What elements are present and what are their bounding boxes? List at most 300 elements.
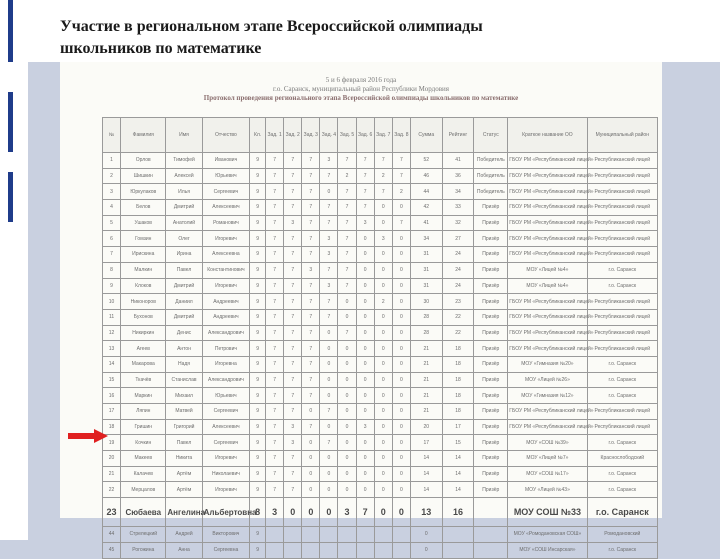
total-score-cell: 31	[410, 278, 442, 294]
total-score-cell: 46	[410, 168, 442, 184]
status-cell: Призёр	[474, 466, 508, 482]
rating-cell: 24	[442, 247, 474, 263]
status-cell: Призёр	[474, 294, 508, 310]
document-place: г.о. Саранск, муниципальный район Республики Мордовия	[273, 85, 449, 93]
row-number-cell: 17	[103, 404, 121, 420]
total-score-cell: 14	[410, 451, 442, 467]
total-score-cell: 21	[410, 388, 442, 404]
task-score-cell: 3	[284, 435, 302, 451]
grade-cell: 9	[250, 184, 266, 200]
task-score-cell: 7	[266, 200, 284, 216]
task-score-cell: 7	[338, 325, 356, 341]
first-name-cell: Анна	[166, 542, 202, 558]
grade-cell: 9	[250, 231, 266, 247]
task-score-cell: 2	[374, 294, 392, 310]
task-score-cell: 0	[392, 404, 410, 420]
task-score-cell: 0	[302, 498, 320, 527]
district-cell: Республиканский лицей	[587, 309, 657, 325]
task-score-cell: 0	[392, 294, 410, 310]
task-score-cell: 0	[356, 482, 374, 498]
task-score-cell: 7	[284, 231, 302, 247]
total-score-cell: 31	[410, 262, 442, 278]
task-score-cell: 0	[302, 435, 320, 451]
grade-cell: 9	[250, 419, 266, 435]
first-name-cell: Павел	[166, 262, 202, 278]
task-score-cell: 0	[302, 482, 320, 498]
task-score-cell: 7	[356, 498, 374, 527]
table-row	[103, 325, 658, 341]
middle-name-cell: Викторович	[202, 527, 250, 543]
task-score-cell: 0	[320, 388, 338, 404]
grade-cell: 9	[250, 482, 266, 498]
task-score-cell: 7	[338, 215, 356, 231]
task-score-cell: 0	[356, 278, 374, 294]
school-cell: МОУ «СОШ №17»	[508, 466, 587, 482]
first-name-cell: Ирина	[166, 247, 202, 263]
middle-name-cell: Игоревич	[202, 278, 250, 294]
task-score-cell: 7	[284, 356, 302, 372]
task-score-cell: 0	[338, 356, 356, 372]
total-score-cell: 42	[410, 200, 442, 216]
task-score-cell	[320, 527, 338, 543]
table-row	[103, 294, 658, 310]
table-row	[103, 247, 658, 263]
task-score-cell	[284, 542, 302, 558]
school-cell: ГБОУ РМ «Республиканский лицей»	[508, 215, 587, 231]
rating-cell: 36	[442, 168, 474, 184]
task-score-cell: 0	[374, 404, 392, 420]
task-score-cell: 3	[302, 262, 320, 278]
row-number-cell: 21	[103, 466, 121, 482]
task-score-cell: 7	[338, 278, 356, 294]
last-name-cell: Белов	[121, 200, 166, 216]
task-score-cell: 3	[320, 153, 338, 169]
school-cell: ГБОУ РМ «Республиканский лицей»	[508, 184, 587, 200]
first-name-cell: Григорий	[166, 419, 202, 435]
column-header: Муниципальный район	[587, 118, 657, 153]
row-number-cell: 15	[103, 372, 121, 388]
task-score-cell: 0	[320, 184, 338, 200]
middle-name-cell: Иванович	[202, 153, 250, 169]
school-cell: МОУ «Лицей №26»	[508, 372, 587, 388]
table-row	[103, 466, 658, 482]
total-score-cell: 0	[410, 542, 442, 558]
district-cell: г.о. Саранск	[587, 498, 657, 527]
task-score-cell: 7	[302, 356, 320, 372]
task-score-cell: 3	[320, 231, 338, 247]
table-row	[103, 309, 658, 325]
table-row	[103, 404, 658, 420]
status-cell: Призёр	[474, 388, 508, 404]
task-score-cell: 7	[284, 388, 302, 404]
status-cell: Победитель	[474, 153, 508, 169]
total-score-cell: 34	[410, 231, 442, 247]
total-score-cell: 0	[410, 527, 442, 543]
row-number-cell: 9	[103, 278, 121, 294]
school-cell: ГБОУ РМ «Республиканский лицей»	[508, 200, 587, 216]
district-cell: Республиканский лицей	[587, 419, 657, 435]
district-cell: г.о. Саранск	[587, 388, 657, 404]
task-score-cell: 0	[392, 231, 410, 247]
column-header: Зад. 6	[356, 118, 374, 153]
column-header: Зад. 5	[338, 118, 356, 153]
total-score-cell: 28	[410, 325, 442, 341]
status-cell: Призёр	[474, 482, 508, 498]
task-score-cell: 7	[392, 215, 410, 231]
status-cell	[474, 498, 508, 527]
last-name-cell: Мерцалов	[121, 482, 166, 498]
first-name-cell: Ангелина	[166, 498, 202, 527]
task-score-cell: 7	[284, 482, 302, 498]
task-score-cell: 7	[284, 200, 302, 216]
status-cell: Победитель	[474, 168, 508, 184]
column-header: Зад. 1	[266, 118, 284, 153]
status-cell: Призёр	[474, 372, 508, 388]
district-cell: Республиканский лицей	[587, 200, 657, 216]
rating-cell: 34	[442, 184, 474, 200]
district-cell: Республиканский лицей	[587, 341, 657, 357]
grade-cell: 9	[250, 451, 266, 467]
school-cell: ГБОУ РМ «Республиканский лицей»	[508, 404, 587, 420]
column-header: Зад. 2	[284, 118, 302, 153]
task-score-cell: 0	[374, 278, 392, 294]
first-name-cell: Никита	[166, 451, 202, 467]
task-score-cell: 0	[374, 215, 392, 231]
last-name-cell: Гришин	[121, 419, 166, 435]
task-score-cell: 7	[356, 184, 374, 200]
school-cell: ГБОУ РМ «Республиканский лицей»	[508, 309, 587, 325]
task-score-cell: 7	[320, 309, 338, 325]
district-cell: Краснослободский	[587, 451, 657, 467]
grade-cell: 9	[250, 168, 266, 184]
total-score-cell: 14	[410, 482, 442, 498]
task-score-cell	[338, 542, 356, 558]
district-cell: г.о. Саранск	[587, 356, 657, 372]
status-cell: Призёр	[474, 278, 508, 294]
scanned-document	[60, 62, 662, 554]
row-number-cell: 10	[103, 294, 121, 310]
rating-cell	[442, 527, 474, 543]
task-score-cell: 0	[338, 435, 356, 451]
task-score-cell: 0	[320, 372, 338, 388]
task-score-cell: 0	[356, 372, 374, 388]
district-cell: Республиканский лицей	[587, 231, 657, 247]
last-name-cell: Бухонов	[121, 309, 166, 325]
first-name-cell: Матвей	[166, 404, 202, 420]
task-score-cell: 7	[392, 153, 410, 169]
slide-title	[60, 16, 483, 60]
task-score-cell: 0	[320, 466, 338, 482]
task-score-cell: 0	[356, 309, 374, 325]
task-score-cell	[284, 527, 302, 543]
status-cell: Призёр	[474, 419, 508, 435]
table-row	[103, 419, 658, 435]
rating-cell: 23	[442, 294, 474, 310]
task-score-cell: 7	[284, 341, 302, 357]
task-score-cell: 0	[320, 451, 338, 467]
table-row-highlighted	[103, 498, 658, 527]
first-name-cell: Надя	[166, 356, 202, 372]
task-score-cell: 0	[356, 451, 374, 467]
task-score-cell	[374, 542, 392, 558]
task-score-cell: 7	[374, 153, 392, 169]
row-number-cell: 22	[103, 482, 121, 498]
row-number-cell: 5	[103, 215, 121, 231]
grade-cell: 9	[250, 435, 266, 451]
column-header: Краткое название ОО	[508, 118, 587, 153]
table-row	[103, 451, 658, 467]
task-score-cell: 0	[338, 419, 356, 435]
middle-name-cell: Александрович	[202, 372, 250, 388]
column-header: Зад. 7	[374, 118, 392, 153]
middle-name-cell: Петрович	[202, 341, 250, 357]
slide-title-line2: школьников по математике	[60, 40, 262, 57]
task-score-cell: 7	[284, 309, 302, 325]
task-score-cell: 7	[356, 153, 374, 169]
grade-cell: 9	[250, 466, 266, 482]
task-score-cell: 0	[392, 466, 410, 482]
task-score-cell: 7	[266, 215, 284, 231]
grade-cell: 9	[250, 200, 266, 216]
row-number-cell: 16	[103, 388, 121, 404]
task-score-cell: 7	[338, 231, 356, 247]
last-name-cell: Гомзин	[121, 231, 166, 247]
task-score-cell: 7	[266, 404, 284, 420]
task-score-cell: 7	[338, 184, 356, 200]
status-cell: Призёр	[474, 341, 508, 357]
last-name-cell: Никоноров	[121, 294, 166, 310]
total-score-cell: 30	[410, 294, 442, 310]
row-number-cell: 1	[103, 153, 121, 169]
task-score-cell: 7	[266, 168, 284, 184]
last-name-cell: Агеев	[121, 341, 166, 357]
first-name-cell: Дмитрий	[166, 278, 202, 294]
row-number-cell: 4	[103, 200, 121, 216]
task-score-cell: 0	[374, 435, 392, 451]
task-score-cell: 7	[284, 404, 302, 420]
task-score-cell: 7	[302, 372, 320, 388]
rating-cell: 14	[442, 466, 474, 482]
task-score-cell	[392, 542, 410, 558]
task-score-cell: 7	[356, 168, 374, 184]
school-cell: МОУ СОШ №33	[508, 498, 587, 527]
school-cell: МОУ «Лицей №4»	[508, 262, 587, 278]
task-score-cell: 7	[266, 231, 284, 247]
last-name-cell: Калачев	[121, 466, 166, 482]
task-score-cell: 0	[392, 419, 410, 435]
grade-cell: 9	[250, 294, 266, 310]
task-score-cell: 0	[374, 309, 392, 325]
task-score-cell: 0	[374, 262, 392, 278]
task-score-cell: 7	[392, 168, 410, 184]
first-name-cell: Даниил	[166, 294, 202, 310]
school-cell: МОУ «Лицей №4»	[508, 278, 587, 294]
rating-cell	[442, 542, 474, 558]
first-name-cell: Денис	[166, 325, 202, 341]
task-score-cell: 2	[338, 168, 356, 184]
rating-cell: 27	[442, 231, 474, 247]
document-date: 5 и 6 февраля 2016 года	[325, 76, 397, 84]
table-row	[103, 231, 658, 247]
row-number-cell: 20	[103, 451, 121, 467]
task-score-cell: 0	[356, 325, 374, 341]
row-number-cell: 44	[103, 527, 121, 543]
total-score-cell: 21	[410, 404, 442, 420]
grade-cell: 9	[250, 325, 266, 341]
task-score-cell: 7	[266, 388, 284, 404]
school-cell: МОУ «Гимназия №12»	[508, 388, 587, 404]
task-score-cell: 3	[284, 419, 302, 435]
task-score-cell	[374, 527, 392, 543]
district-cell: г.о. Саранск	[587, 542, 657, 558]
status-cell: Призёр	[474, 404, 508, 420]
table-row	[103, 278, 658, 294]
school-cell: ГБОУ РМ «Республиканский лицей»	[508, 231, 587, 247]
task-score-cell: 3	[374, 231, 392, 247]
rating-cell: 18	[442, 372, 474, 388]
middle-name-cell: Андреевич	[202, 309, 250, 325]
grade-cell: 9	[250, 527, 266, 543]
status-cell: Призёр	[474, 231, 508, 247]
total-score-cell: 44	[410, 184, 442, 200]
middle-name-cell: Альбертовна	[202, 498, 250, 527]
middle-name-cell: Юрьевич	[202, 388, 250, 404]
task-score-cell: 7	[266, 184, 284, 200]
task-score-cell: 7	[338, 153, 356, 169]
table-row	[103, 372, 658, 388]
task-score-cell: 3	[284, 215, 302, 231]
rating-cell: 15	[442, 435, 474, 451]
table-body	[103, 153, 658, 559]
task-score-cell: 0	[374, 388, 392, 404]
task-score-cell: 7	[320, 435, 338, 451]
first-name-cell: Анатолий	[166, 215, 202, 231]
last-name-cell: Макеев	[121, 451, 166, 467]
status-cell: Призёр	[474, 309, 508, 325]
grade-cell: 9	[250, 215, 266, 231]
task-score-cell: 7	[266, 435, 284, 451]
district-cell: Республиканский лицей	[587, 325, 657, 341]
task-score-cell: 3	[266, 498, 284, 527]
task-score-cell: 7	[284, 372, 302, 388]
task-score-cell	[320, 542, 338, 558]
district-cell: Республиканский лицей	[587, 184, 657, 200]
grade-cell: 9	[250, 309, 266, 325]
row-number-cell: 6	[103, 231, 121, 247]
task-score-cell: 7	[266, 309, 284, 325]
task-score-cell: 7	[338, 200, 356, 216]
task-score-cell: 0	[302, 404, 320, 420]
row-number-cell: 12	[103, 325, 121, 341]
total-score-cell: 20	[410, 419, 442, 435]
rating-cell: 14	[442, 451, 474, 467]
school-cell: ГБОУ РМ «Республиканский лицей»	[508, 325, 587, 341]
task-score-cell: 7	[284, 247, 302, 263]
rating-cell: 24	[442, 262, 474, 278]
row-number-cell: 2	[103, 168, 121, 184]
task-score-cell: 7	[266, 153, 284, 169]
school-cell: МОУ «Лицей №43»	[508, 482, 587, 498]
task-score-cell: 0	[356, 247, 374, 263]
grade-cell: 9	[250, 372, 266, 388]
task-score-cell: 7	[284, 451, 302, 467]
task-score-cell: 7	[284, 184, 302, 200]
task-score-cell: 0	[302, 451, 320, 467]
middle-name-cell: Алексеевич	[202, 419, 250, 435]
task-score-cell: 0	[374, 451, 392, 467]
row-number-cell: 3	[103, 184, 121, 200]
task-score-cell: 0	[356, 262, 374, 278]
task-score-cell: 7	[266, 372, 284, 388]
total-score-cell: 13	[410, 498, 442, 527]
total-score-cell: 21	[410, 341, 442, 357]
last-name-cell: Шишкин	[121, 168, 166, 184]
middle-name-cell: Сергеевна	[202, 542, 250, 558]
district-cell: г.о. Саранск	[587, 372, 657, 388]
middle-name-cell: Сергеевич	[202, 404, 250, 420]
task-score-cell: 7	[284, 325, 302, 341]
district-cell: Республиканский лицей	[587, 168, 657, 184]
school-cell: МОУ «СОШ №39»	[508, 435, 587, 451]
grade-cell: 8	[250, 498, 266, 527]
task-score-cell: 0	[374, 325, 392, 341]
status-cell: Призёр	[474, 200, 508, 216]
table-row	[103, 527, 658, 543]
task-score-cell: 7	[284, 466, 302, 482]
school-cell: МОУ «Лицей №7»	[508, 451, 587, 467]
district-cell: Республиканский лицей	[587, 215, 657, 231]
task-score-cell: 7	[374, 184, 392, 200]
task-score-cell: 7	[266, 294, 284, 310]
task-score-cell: 7	[302, 341, 320, 357]
total-score-cell: 28	[410, 309, 442, 325]
table-row	[103, 435, 658, 451]
slide-title-line1: Участие в региональном этапе Всероссийской олимпиады	[60, 18, 483, 35]
task-score-cell: 0	[392, 278, 410, 294]
total-score-cell: 31	[410, 247, 442, 263]
task-score-cell: 7	[302, 388, 320, 404]
task-score-cell: 3	[320, 247, 338, 263]
task-score-cell: 0	[392, 309, 410, 325]
accent-bar-bottom	[8, 172, 13, 222]
table-row	[103, 184, 658, 200]
row-number-cell: 8	[103, 262, 121, 278]
row-number-cell: 11	[103, 309, 121, 325]
middle-name-cell: Алексеевич	[202, 200, 250, 216]
first-name-cell: Илья	[166, 184, 202, 200]
accent-bar-top	[8, 0, 13, 62]
task-score-cell: 0	[392, 372, 410, 388]
task-score-cell: 0	[374, 498, 392, 527]
middle-name-cell: Андреевич	[202, 294, 250, 310]
task-score-cell: 2	[374, 168, 392, 184]
task-score-cell: 7	[284, 168, 302, 184]
task-score-cell: 0	[392, 482, 410, 498]
task-score-cell: 0	[320, 341, 338, 357]
rating-cell: 17	[442, 419, 474, 435]
task-score-cell	[338, 527, 356, 543]
task-score-cell: 7	[320, 200, 338, 216]
task-score-cell: 0	[374, 482, 392, 498]
task-score-cell: 7	[320, 404, 338, 420]
rating-cell: 32	[442, 215, 474, 231]
task-score-cell: 7	[320, 262, 338, 278]
task-score-cell: 0	[356, 404, 374, 420]
rating-cell: 24	[442, 278, 474, 294]
task-score-cell: 0	[392, 451, 410, 467]
school-cell: ГБОУ РМ «Республиканский лицей»	[508, 294, 587, 310]
first-name-cell: Дмитрий	[166, 309, 202, 325]
